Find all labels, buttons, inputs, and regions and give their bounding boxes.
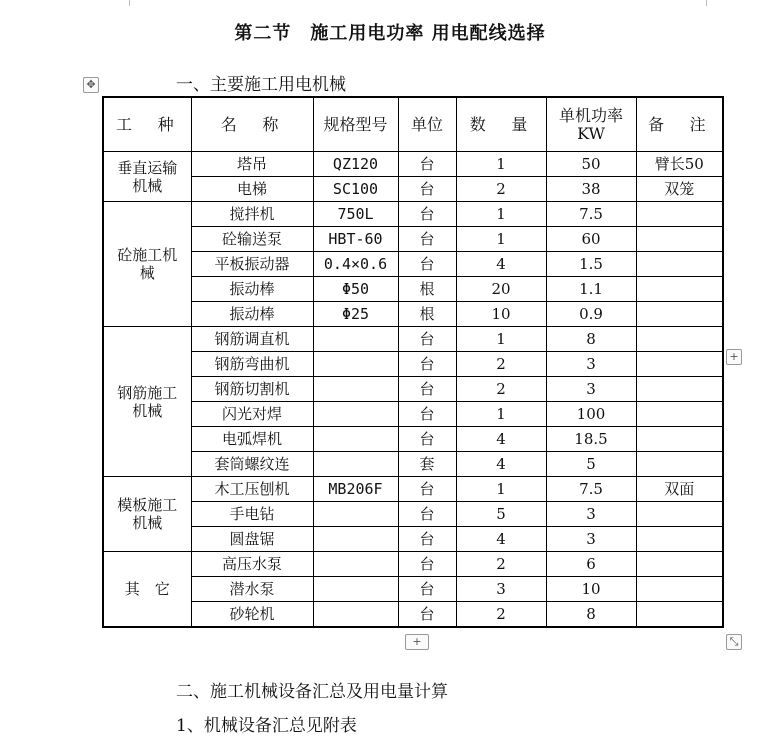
header-cell-note: 备 注 — [636, 97, 723, 152]
table-row — [103, 352, 723, 377]
cell-unit: 套 — [398, 452, 456, 477]
cell-qty: 4 — [456, 427, 546, 452]
cell-spec: 0.4×0.6 — [313, 252, 398, 277]
cell-spec: 750L — [313, 202, 398, 227]
table-move-handle-icon[interactable]: ✥ — [83, 77, 99, 93]
table-row — [103, 377, 723, 402]
cell-note: 臂长50 — [636, 152, 723, 177]
table-row — [103, 527, 723, 552]
cell-spec — [313, 452, 398, 477]
cell-spec: MB206F — [313, 477, 398, 502]
cell-name: 搅拌机 — [191, 202, 313, 227]
cell-unit: 台 — [398, 527, 456, 552]
header-cell-name: 名 称 — [191, 97, 313, 152]
cell-qty: 1 — [456, 477, 546, 502]
machinery-table — [102, 96, 724, 628]
cell-power: 0.9 — [546, 302, 636, 327]
cell-unit: 台 — [398, 602, 456, 628]
cell-name: 闪光对焊 — [191, 402, 313, 427]
cell-note — [636, 602, 723, 628]
cell-qty: 2 — [456, 377, 546, 402]
cell-power: 3 — [546, 527, 636, 552]
cell-note — [636, 427, 723, 452]
cell-qty: 4 — [456, 527, 546, 552]
table-row — [103, 477, 723, 502]
cell-unit: 台 — [398, 177, 456, 202]
cell-power: 8 — [546, 327, 636, 352]
cell-qty: 1 — [456, 202, 546, 227]
cell-unit: 台 — [398, 577, 456, 602]
cell-qty: 4 — [456, 252, 546, 277]
cell-note — [636, 577, 723, 602]
cell-name: 电弧焊机 — [191, 427, 313, 452]
table-row — [103, 277, 723, 302]
table-row — [103, 177, 723, 202]
page-corner-mark-right — [706, 0, 715, 6]
section-heading-1: 一、主要施工用电机械 — [176, 75, 346, 95]
cell-name: 砼输送泵 — [191, 227, 313, 252]
cell-spec: SC100 — [313, 177, 398, 202]
cell-power: 1.1 — [546, 277, 636, 302]
cell-spec — [313, 602, 398, 628]
cell-power: 100 — [546, 402, 636, 427]
cell-spec: Φ50 — [313, 277, 398, 302]
cell-power: 18.5 — [546, 427, 636, 452]
cell-qty: 2 — [456, 177, 546, 202]
cell-unit: 根 — [398, 302, 456, 327]
cell-spec: Φ25 — [313, 302, 398, 327]
cell-qty: 1 — [456, 152, 546, 177]
cell-name: 潜水泵 — [191, 577, 313, 602]
header-cell-type: 工 种 — [103, 97, 191, 152]
cell-name: 钢筋切割机 — [191, 377, 313, 402]
cell-name: 高压水泵 — [191, 552, 313, 577]
cell-unit: 台 — [398, 552, 456, 577]
cell-qty: 20 — [456, 277, 546, 302]
cell-power: 38 — [546, 177, 636, 202]
cell-power: 10 — [546, 577, 636, 602]
section-heading-2: 二、施工机械设备汇总及用电量计算 — [176, 682, 448, 702]
cell-qty: 2 — [456, 352, 546, 377]
cell-power: 50 — [546, 152, 636, 177]
cell-note — [636, 252, 723, 277]
cell-spec — [313, 552, 398, 577]
table-row — [103, 402, 723, 427]
category-cell: 其 它 — [103, 552, 191, 628]
table-resize-handle-icon[interactable]: ⤡ — [726, 634, 742, 650]
cell-power: 8 — [546, 602, 636, 628]
page-corner-mark-left — [121, 0, 130, 6]
cell-spec: QZ120 — [313, 152, 398, 177]
cell-power: 5 — [546, 452, 636, 477]
cell-note — [636, 352, 723, 377]
cell-qty: 2 — [456, 602, 546, 628]
table-row — [103, 452, 723, 477]
cell-name: 平板振动器 — [191, 252, 313, 277]
cell-unit: 根 — [398, 277, 456, 302]
cell-spec — [313, 502, 398, 527]
cell-name: 钢筋弯曲机 — [191, 352, 313, 377]
table-row — [103, 152, 723, 177]
cell-name: 钢筋调直机 — [191, 327, 313, 352]
cell-unit: 台 — [398, 227, 456, 252]
cell-unit: 台 — [398, 152, 456, 177]
cell-spec — [313, 327, 398, 352]
cell-note — [636, 302, 723, 327]
cell-note: 双笼 — [636, 177, 723, 202]
cell-power: 60 — [546, 227, 636, 252]
cell-power: 7.5 — [546, 202, 636, 227]
table-row — [103, 577, 723, 602]
cell-qty: 1 — [456, 327, 546, 352]
cell-qty: 10 — [456, 302, 546, 327]
table-row — [103, 602, 723, 628]
cell-name: 电梯 — [191, 177, 313, 202]
table-row — [103, 327, 723, 352]
header-cell-quantity: 数 量 — [456, 97, 546, 152]
header-cell-unit: 单位 — [398, 97, 456, 152]
category-cell: 垂直运输机械 — [103, 152, 191, 202]
cell-name: 木工压刨机 — [191, 477, 313, 502]
cell-qty: 1 — [456, 402, 546, 427]
cell-note — [636, 377, 723, 402]
cell-unit: 台 — [398, 202, 456, 227]
cell-spec — [313, 577, 398, 602]
cell-name: 砂轮机 — [191, 602, 313, 628]
add-column-button[interactable]: + — [726, 349, 742, 365]
cell-qty: 2 — [456, 552, 546, 577]
table-row — [103, 252, 723, 277]
cell-qty: 4 — [456, 452, 546, 477]
cell-note — [636, 452, 723, 477]
header-cell-power: 单机功率KW — [546, 97, 636, 152]
cell-unit: 台 — [398, 427, 456, 452]
table-row — [103, 502, 723, 527]
cell-unit: 台 — [398, 402, 456, 427]
cell-spec: HBT-60 — [313, 227, 398, 252]
cell-note — [636, 327, 723, 352]
cell-power: 3 — [546, 377, 636, 402]
cell-qty: 5 — [456, 502, 546, 527]
category-cell: 砼施工机械 — [103, 202, 191, 327]
cell-power: 3 — [546, 502, 636, 527]
cell-name: 圆盘锯 — [191, 527, 313, 552]
cell-power: 6 — [546, 552, 636, 577]
table-header-row — [103, 97, 723, 152]
cell-unit: 台 — [398, 502, 456, 527]
cell-name: 套筒螺纹连 — [191, 452, 313, 477]
cell-name: 手电钻 — [191, 502, 313, 527]
table-row — [103, 302, 723, 327]
cell-unit: 台 — [398, 477, 456, 502]
subsection-heading: 1、机械设备汇总见附表 — [176, 716, 357, 736]
header-cell-spec: 规格型号 — [313, 97, 398, 152]
cell-power: 1.5 — [546, 252, 636, 277]
cell-note — [636, 552, 723, 577]
cell-spec — [313, 427, 398, 452]
table-row — [103, 427, 723, 452]
cell-unit: 台 — [398, 252, 456, 277]
cell-qty: 3 — [456, 577, 546, 602]
cell-name: 振动棒 — [191, 277, 313, 302]
cell-unit: 台 — [398, 352, 456, 377]
cell-note — [636, 202, 723, 227]
category-cell: 钢筋施工机械 — [103, 327, 191, 477]
cell-name: 振动棒 — [191, 302, 313, 327]
cell-power: 3 — [546, 352, 636, 377]
table-row — [103, 202, 723, 227]
cell-note — [636, 402, 723, 427]
cell-note — [636, 227, 723, 252]
cell-note — [636, 277, 723, 302]
page-title: 第二节 施工用电功率 用电配线选择 — [234, 23, 546, 44]
cell-unit: 台 — [398, 327, 456, 352]
cell-spec — [313, 352, 398, 377]
cell-note — [636, 502, 723, 527]
cell-spec — [313, 377, 398, 402]
cell-spec — [313, 527, 398, 552]
cell-unit: 台 — [398, 377, 456, 402]
table-row — [103, 552, 723, 577]
cell-note — [636, 527, 723, 552]
cell-qty: 1 — [456, 227, 546, 252]
category-cell: 模板施工机械 — [103, 477, 191, 552]
cell-name: 塔吊 — [191, 152, 313, 177]
cell-power: 7.5 — [546, 477, 636, 502]
cell-spec — [313, 402, 398, 427]
add-row-button[interactable]: + — [405, 634, 429, 650]
cell-note: 双面 — [636, 477, 723, 502]
table-row — [103, 227, 723, 252]
